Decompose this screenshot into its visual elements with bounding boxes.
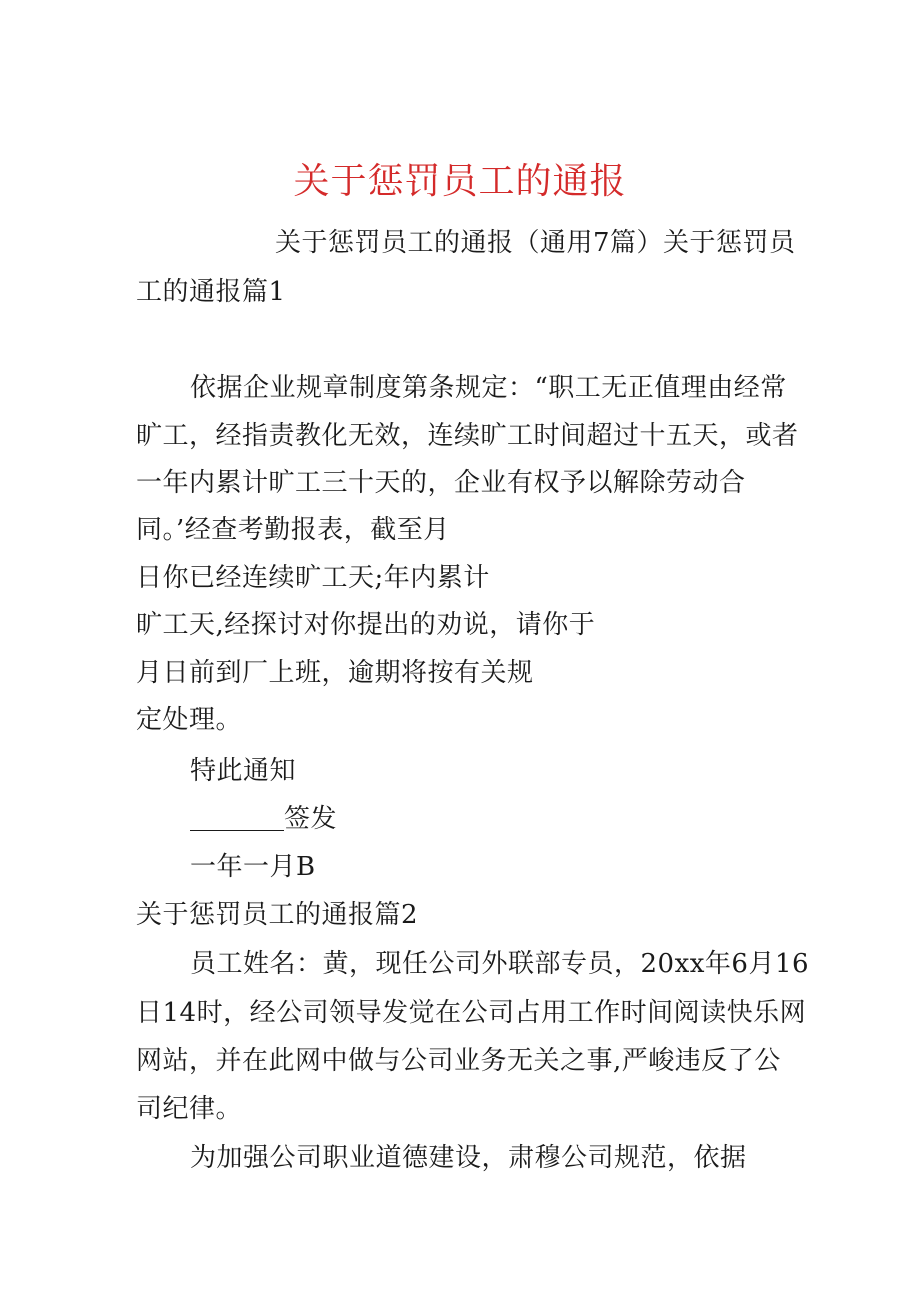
- date-line: 一年一月B: [190, 852, 316, 882]
- text-line: 员工姓名：黄，现任公司外联部专员，20xx年6月16: [190, 949, 810, 979]
- signature-blank: [190, 802, 284, 831]
- text-line: 同。’经查考勤报表，截至月: [136, 515, 450, 545]
- text-line: 月日前到厂上班，逾期将按有关规: [136, 658, 534, 688]
- closing-notice: 特此通知: [190, 756, 297, 786]
- text-line: 旷工，经指责教化无效，连续旷工时间超过十五天，或者: [136, 421, 799, 451]
- text-line: 日14时，经公司领导发觉在公司占用工作时间阅读快乐网: [136, 998, 807, 1028]
- section-heading: 关于惩罚员工的通报篇2: [136, 900, 419, 930]
- text-line: 关于惩罚员工的通报（通用7篇）关于惩罚员: [275, 228, 796, 258]
- signature-label: 签发: [284, 804, 338, 834]
- document-title: 关于惩罚员工的通报: [293, 161, 627, 202]
- text-line: 旷工天,经探讨对你提出的劝说，请你于: [136, 610, 596, 640]
- text-line: 日你已经连续旷工天;年内累计: [136, 563, 490, 593]
- text-line: 司纪律。: [136, 1094, 243, 1124]
- signature-line: [190, 801, 337, 837]
- text-line: 一年内累计旷工三十天的，企业有权予以解除劳动合: [136, 468, 746, 498]
- text-line: 依据企业规章制度第条规定：“职工无正值理由经常: [190, 373, 787, 403]
- text-line: 为加强公司职业道德建设，肃穆公司规范，依据: [190, 1143, 747, 1173]
- text-line: 定处理。: [136, 705, 243, 735]
- text-line: 网站，并在此网中做与公司业务无关之事,严峻违反了公: [136, 1046, 781, 1076]
- text-line: 工的通报篇1: [136, 277, 286, 307]
